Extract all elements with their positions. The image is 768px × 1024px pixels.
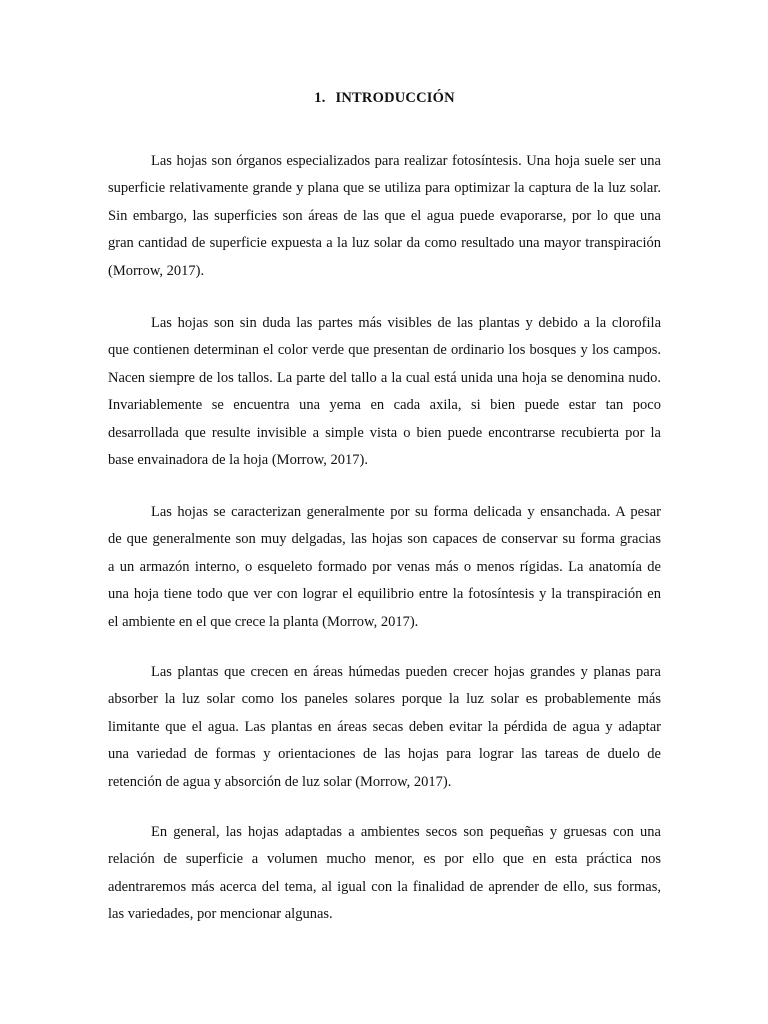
paragraph <box>108 499 661 636</box>
paragraph-line: Las hojas son sin duda las partes más visibles de las plantas y debido a la clorofila <box>151 315 661 331</box>
paragraph <box>108 310 661 474</box>
paragraph-line: Las hojas son órganos especializados para realizar fotosíntesis. Una hoja suele ser una <box>151 153 661 169</box>
paragraph-line: adentraremos más acerca del tema, al igual con la finalidad de aprender de ello, sus formas, <box>108 878 661 895</box>
paragraph-line: de que generalmente son muy delgadas, las hojas son capaces de conservar su forma gracias <box>108 531 661 548</box>
paragraph <box>108 819 661 929</box>
paragraph-line: el ambiente en el que crece la planta (Morrow, 2017). <box>108 613 419 630</box>
paragraph-line: absorber la luz solar como los paneles solares porque la luz solar es probablemente más <box>108 691 661 708</box>
paragraph-line: a un armazón interno, o esqueleto formado por venas más o menos rígidas. La anatomía de <box>108 558 661 575</box>
paragraph-line: superficie relativamente grande y plana que se utiliza para optimizar la captura de la luz solar. <box>108 180 661 197</box>
paragraph-line: una hoja tiene todo que ver con lograr el equilibrio entre la fotosíntesis y la transpiración en <box>108 586 661 603</box>
section-number: 1. <box>314 90 326 106</box>
paragraph-line: En general, las hojas adaptadas a ambientes secos son pequeñas y gruesas con una <box>151 824 661 840</box>
paragraph-line: que contienen determinan el color verde que presentan de ordinario los bosques y los campos. <box>108 342 661 359</box>
paragraph-line: desarrollada que resulte invisible a simple vista o bien puede encontrarse recubierta por la <box>108 424 661 441</box>
paragraph-line: Nacen siempre de los tallos. La parte del tallo a la cual está unida una hoja se denomina nudo. <box>108 369 661 386</box>
paragraph-line: las variedades, por mencionar algunas. <box>108 906 333 923</box>
paragraph-line: (Morrow, 2017). <box>108 262 205 279</box>
paragraph-line: una variedad de formas y orientaciones de las hojas para lograr las tareas de duelo de <box>108 746 661 763</box>
paragraph-line: gran cantidad de superficie expuesta a la luz solar da como resultado una mayor transpiración <box>108 235 661 252</box>
section-title: INTRODUCCIÓN <box>335 90 455 106</box>
paragraph-line: relación de superficie a volumen mucho menor, es por ello que en esta práctica nos <box>108 851 661 868</box>
paragraph-line: limitante que el agua. Las plantas en áreas secas deben evitar la pérdida de agua y adaptar <box>108 718 661 735</box>
paragraph <box>108 148 661 285</box>
paragraph-line: Las plantas que crecen en áreas húmedas pueden crecer hojas grandes y planas para <box>151 664 661 680</box>
paragraph-line: Las hojas se caracterizan generalmente por su forma delicada y ensanchada. A pesar <box>151 504 661 520</box>
paragraph-line: retención de agua y absorción de luz solar (Morrow, 2017). <box>108 773 452 790</box>
paragraph-line: Sin embargo, las superficies son áreas de las que el agua puede evaporarse, por lo que una <box>108 207 661 224</box>
paragraph-line: base envainadora de la hoja (Morrow, 2017). <box>108 452 368 469</box>
paragraph <box>108 659 661 796</box>
section-heading <box>108 90 661 107</box>
paragraph-line: Invariablemente se encuentra una yema en cada axila, si bien puede estar tan poco <box>108 397 661 414</box>
